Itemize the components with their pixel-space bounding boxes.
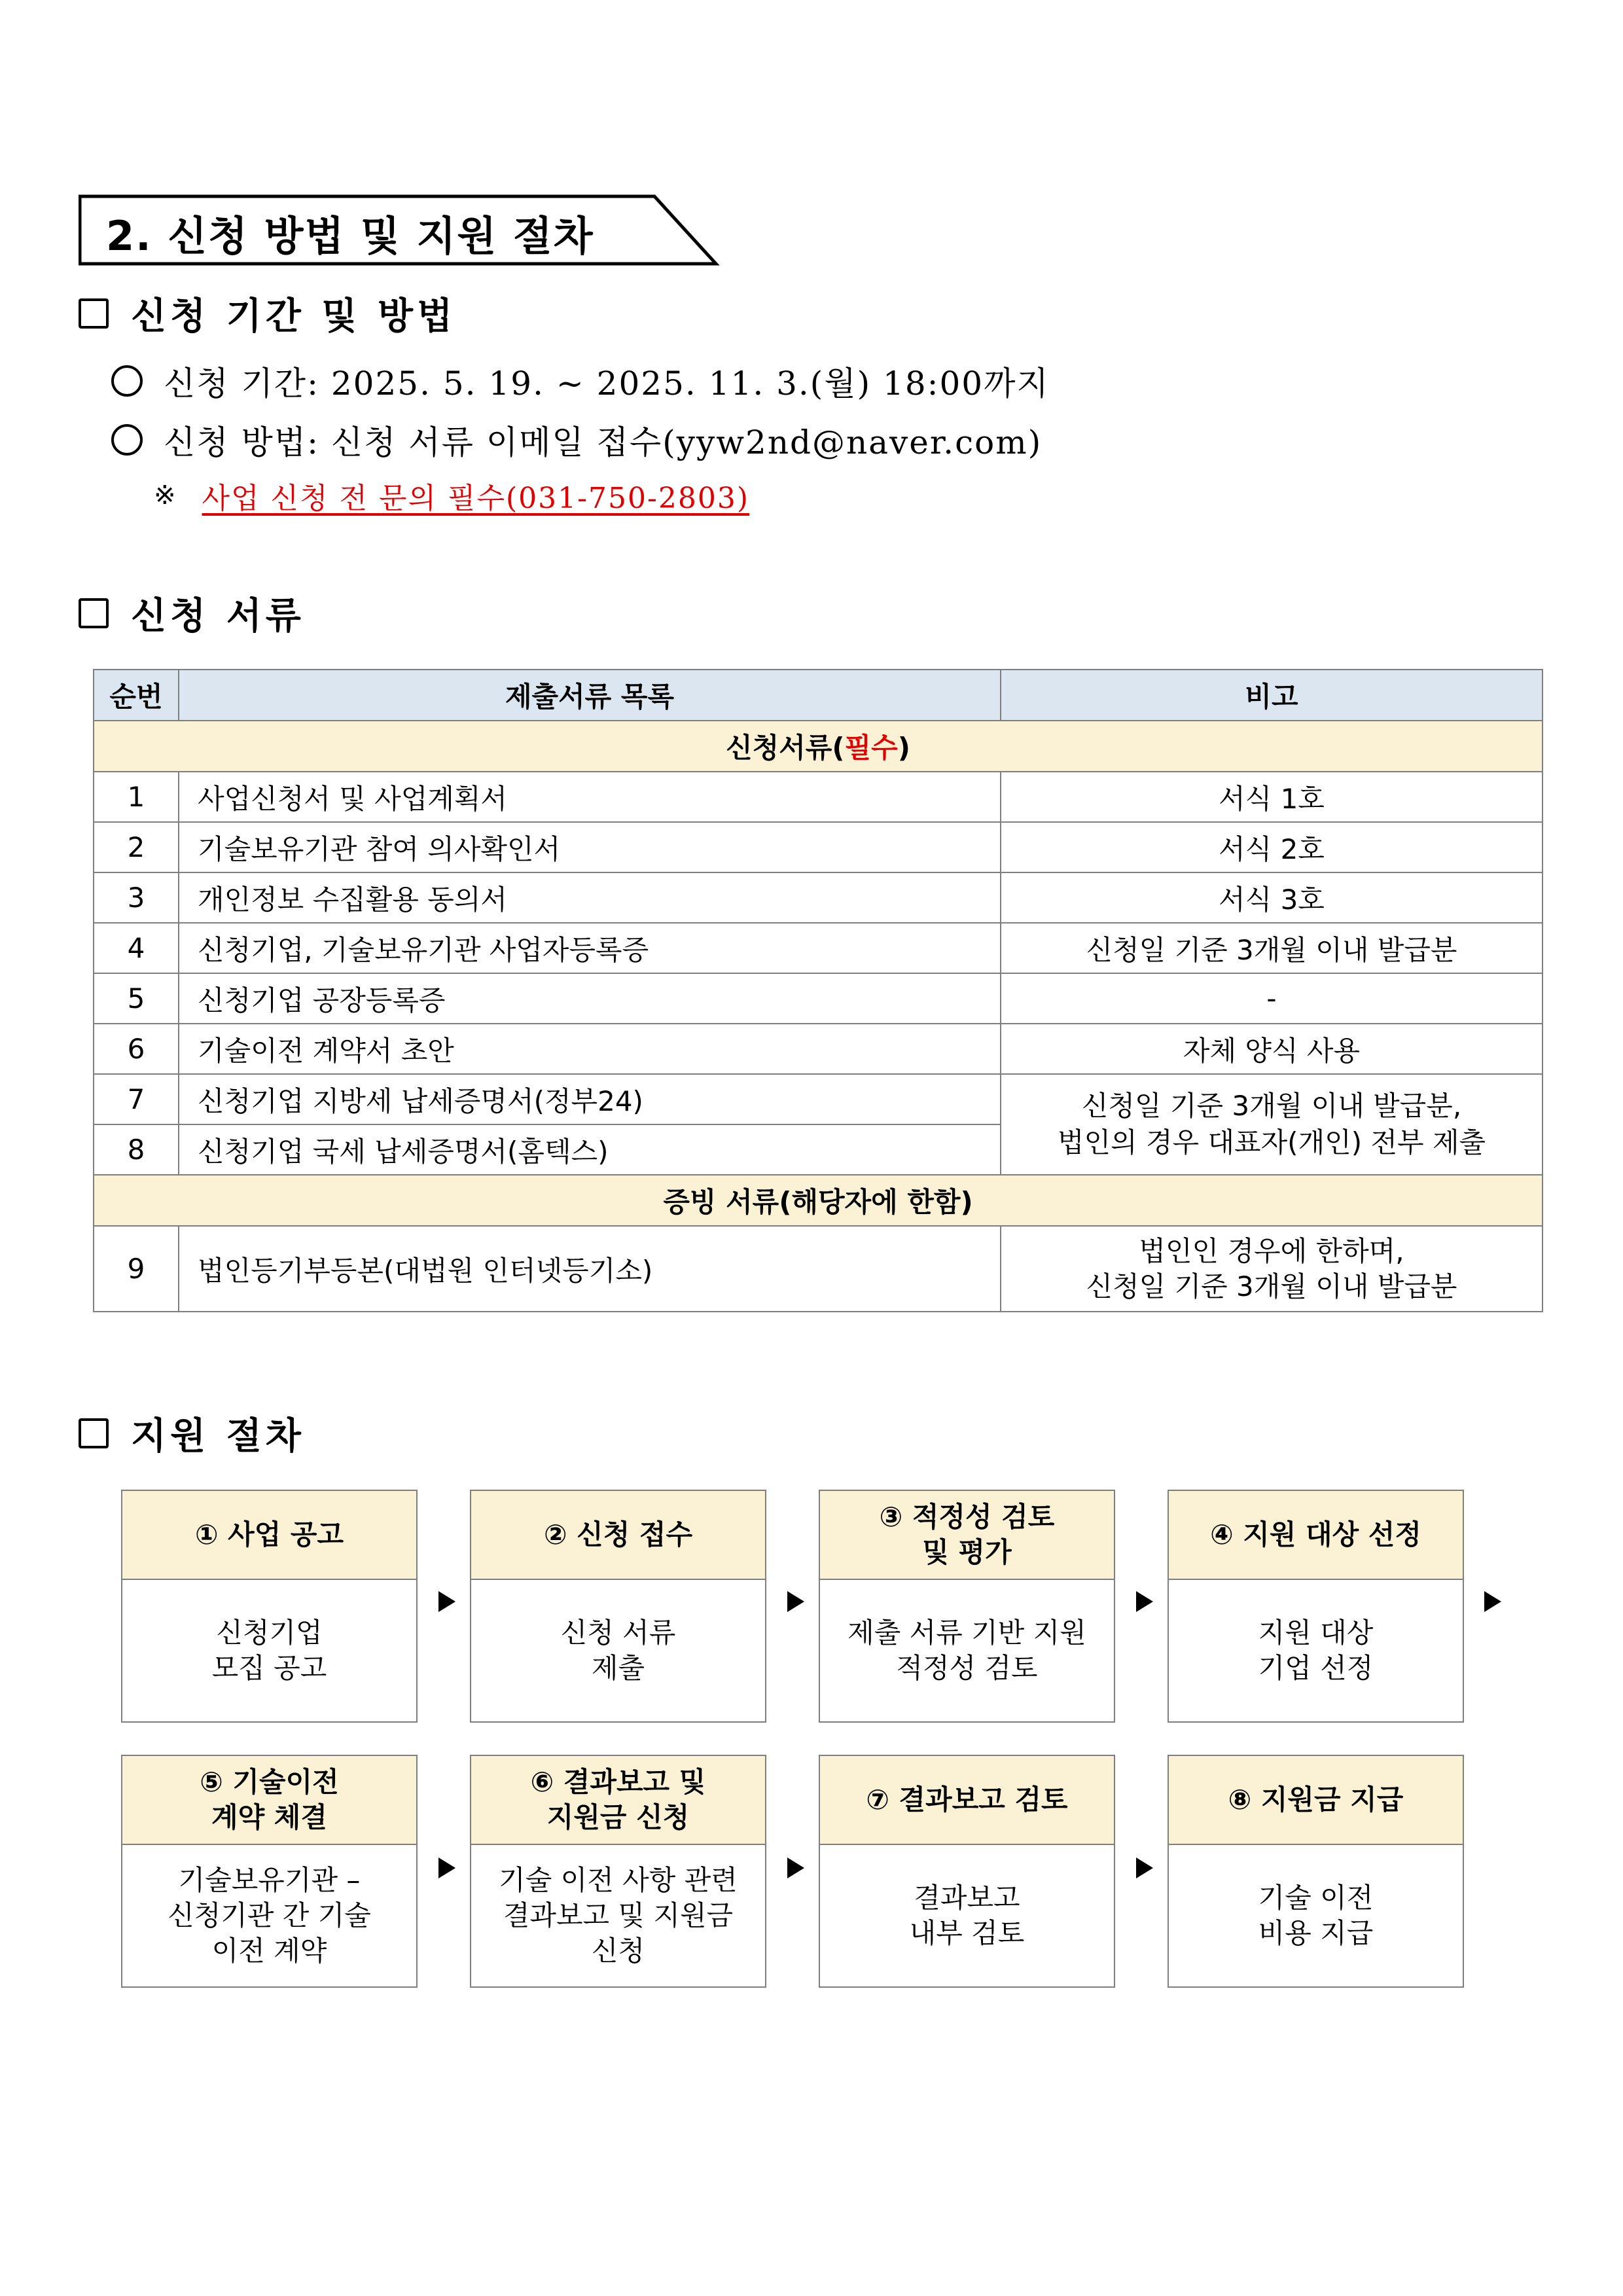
process-heading-text: 지원 절차	[131, 1414, 305, 1458]
row-note	[1001, 1226, 1543, 1312]
circle-bullet-icon	[111, 424, 143, 456]
process-step-body: 기술보유기관 – 신청기관 간 기술 이전 계약	[168, 1864, 371, 1967]
row-doc-name: 기술이전 계약서 초안	[179, 1024, 1001, 1074]
row-no: 8	[94, 1124, 179, 1175]
period-item-2-text: 신청 방법: 신청 서류 이메일 접수(yyw2nd@naver.com)	[164, 423, 1043, 461]
process-step-body: 기술 이전 비용 지급	[1258, 1882, 1374, 1949]
row-doc-name: 신청기업 공장등록증	[179, 973, 1001, 1024]
period-heading-text: 신청 기간 및 방법	[131, 295, 457, 338]
row-note-merged	[1001, 1074, 1543, 1175]
inquiry-note-text: 사업 신청 전 문의 필수(031-750-2803)	[202, 482, 750, 515]
process-step	[470, 1755, 766, 1988]
row-note: -	[1001, 973, 1543, 1024]
optional-section-label: 증빙 서류(해당자에 한함)	[94, 1175, 1543, 1226]
process-step	[819, 1490, 1115, 1723]
section-banner	[79, 194, 720, 266]
reference-mark: ※	[154, 480, 176, 511]
process-step-body: 신청 서류 제출	[560, 1617, 676, 1684]
process-step-body: 기술 이전 사항 관련 결과보고 및 지원금 신청	[499, 1864, 738, 1967]
row-note-line: 신청일 기준 3개월 이내 발급분,	[1081, 1090, 1462, 1122]
row-no: 3	[94, 872, 179, 923]
row-no: 1	[94, 772, 179, 822]
row-note-line: 법인의 경우 대표자(개인) 전부 제출	[1057, 1126, 1486, 1158]
process-step-title: ② 신청 접수	[471, 1491, 765, 1580]
process-step-title: ⑦ 결과보고 검토	[820, 1756, 1114, 1845]
row-no: 4	[94, 923, 179, 973]
process-step-title: ④ 지원 대상 선정	[1169, 1491, 1463, 1580]
table-row	[94, 973, 1543, 1024]
table-row	[94, 923, 1543, 973]
process-heading	[79, 1410, 305, 1456]
process-step-body: 지원 대상 기업 선정	[1258, 1617, 1374, 1684]
row-doc-name: 사업신청서 및 사업계획서	[179, 772, 1001, 822]
arrow-right-icon	[438, 1857, 455, 1878]
docs-heading-text: 신청 서류	[131, 594, 305, 637]
process-step	[121, 1490, 418, 1723]
process-step-body: 제출 서류 기반 지원 적정성 검토	[847, 1617, 1086, 1684]
row-note: 신청일 기준 3개월 이내 발급분	[1001, 923, 1543, 973]
row-note-line: 법인인 경우에 한하며,	[1139, 1234, 1404, 1267]
arrow-right-icon	[1484, 1591, 1501, 1612]
period-heading	[79, 291, 456, 336]
column-header-note: 비고	[1001, 670, 1543, 721]
process-step	[1168, 1490, 1464, 1723]
column-header-name: 제출서류 목록	[179, 670, 1001, 721]
process-step-title: ⑧ 지원금 지급	[1169, 1756, 1463, 1845]
period-item-1-text: 신청 기간: 2025. 5. 19. ~ 2025. 11. 3.(월) 18:00까지	[164, 365, 1050, 403]
row-note: 서식 2호	[1001, 822, 1543, 872]
row-doc-name: 개인정보 수집활용 동의서	[179, 872, 1001, 923]
process-step	[1168, 1755, 1464, 1988]
process-step-title: ⑤ 기술이전 계약 체결	[122, 1756, 416, 1845]
documents-table	[93, 669, 1543, 1312]
process-step-body: 결과보고 내부 검토	[909, 1882, 1025, 1949]
inquiry-note	[154, 475, 749, 516]
required-section-label: 신청서류(필수)	[94, 721, 1543, 772]
row-doc-name: 신청기업 지방세 납세증명서(정부24)	[179, 1074, 1001, 1124]
process-step-title: ① 사업 공고	[122, 1491, 416, 1580]
arrow-right-icon	[787, 1591, 804, 1612]
row-no: 5	[94, 973, 179, 1024]
table-row	[94, 772, 1543, 822]
row-doc-name: 법인등기부등본(대법원 인터넷등기소)	[179, 1226, 1001, 1312]
checkbox-square-icon	[79, 298, 109, 329]
table-row	[94, 1024, 1543, 1074]
arrow-right-icon	[787, 1857, 804, 1878]
row-note: 서식 1호	[1001, 772, 1543, 822]
arrow-right-icon	[438, 1591, 455, 1612]
table-header-row	[94, 670, 1543, 721]
row-doc-name: 기술보유기관 참여 의사확인서	[179, 822, 1001, 872]
table-row	[94, 822, 1543, 872]
section-title: 2. 신청 방법 및 지원 절차	[106, 212, 594, 260]
row-doc-name: 신청기업 국세 납세증명서(홈텍스)	[179, 1124, 1001, 1175]
arrow-right-icon	[1136, 1857, 1153, 1878]
row-no: 6	[94, 1024, 179, 1074]
required-section-row	[94, 721, 1543, 772]
table-row	[94, 872, 1543, 923]
row-doc-name: 신청기업, 기술보유기관 사업자등록증	[179, 923, 1001, 973]
process-step-body: 신청기업 모집 공고	[211, 1617, 327, 1684]
process-step	[470, 1490, 766, 1723]
row-note: 자체 양식 사용	[1001, 1024, 1543, 1074]
docs-heading	[79, 590, 305, 636]
row-note: 서식 3호	[1001, 872, 1543, 923]
column-header-no: 순번	[94, 670, 179, 721]
period-item-1	[111, 357, 1050, 404]
circle-bullet-icon	[111, 365, 143, 397]
process-step-title: ③ 적정성 검토 및 평가	[820, 1491, 1114, 1580]
period-item-2	[111, 416, 1042, 463]
row-no: 9	[94, 1226, 179, 1312]
arrow-right-icon	[1136, 1591, 1153, 1612]
process-step	[819, 1755, 1115, 1988]
required-word: 필수	[844, 732, 898, 764]
row-note-line: 신청일 기준 3개월 이내 발급분	[1086, 1270, 1457, 1302]
process-step-title: ⑥ 결과보고 및 지원금 신청	[471, 1756, 765, 1845]
table-row	[94, 1226, 1543, 1312]
checkbox-square-icon	[79, 1418, 109, 1448]
checkbox-square-icon	[79, 598, 109, 628]
row-no: 7	[94, 1074, 179, 1124]
process-step	[121, 1755, 418, 1988]
row-no: 2	[94, 822, 179, 872]
table-row	[94, 1074, 1543, 1124]
optional-section-row	[94, 1175, 1543, 1226]
